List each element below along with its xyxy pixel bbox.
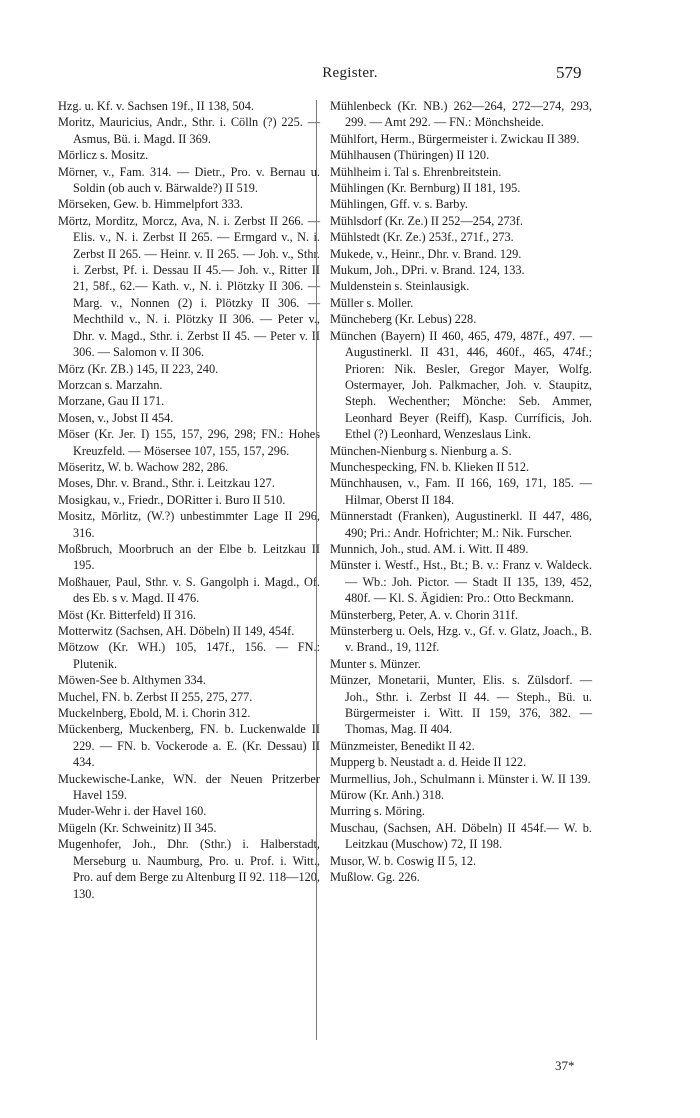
register-entry: Mukede, v., Heinr., Dhr. v. Brand. 129. [330, 246, 522, 261]
register-entry: Mörz (Kr. ZB.) 145, II 223, 240. [58, 361, 219, 376]
register-entry: Mositz, Mōrlitz, (W.?) unbestimmter Lage II 296, 316. [58, 509, 320, 540]
register-entry: Mörseken, Gew. b. Himmelpfort 333. [58, 197, 243, 212]
register-entry: Möst (Kr. Bitterfeld) II 316. [58, 607, 196, 622]
register-entry: Münsterberg u. Oels, Hzg. v., Gf. v. Glatz, Joach., B. v. Brand., 19, 112f. [330, 624, 592, 655]
register-left-column [58, 98, 320, 902]
register-entry: Mühlstedt (Kr. Ze.) 253f., 271f., 273. [330, 230, 514, 245]
register-entry: Moßbruch, Moorbruch an der Elbe b. Leitzkau II 195. [58, 541, 320, 573]
register-entry: Hzg. u. Kf. v. Sachsen 19f., II 138, 504. [58, 99, 254, 113]
register-entry: Möwen-See b. Althymen 334. [58, 673, 206, 688]
register-entry: Mosigkau, v., Friedr., DORitter i. Buro II 510. [58, 492, 286, 507]
register-entry: Mōrlicz s. Mositz. [58, 148, 149, 163]
register-entry: Muldenstein s. Steinlausigk. [330, 279, 470, 294]
register-entry: Münchhausen, v., Fam. II 166, 169, 171, 185. — Hilmar, Oberst II 184. [330, 476, 592, 507]
register-entry: Musor, W. b. Coswig II 5, 12. [330, 853, 477, 868]
register-entry: Mühlhausen (Thüringen) II 120. [330, 148, 490, 163]
register-entry: Münzer, Monetarii, Munter, Elis. s. Zülsdorf. — Joh., Sthr. i. Zerbst II 44. — Steph., Bü. u. Bürgermeister i. Witt. II 159, 376, 382. — Thomas, Mag. II 404. [330, 673, 592, 737]
register-entry: Münster i. Westf., Hst., Bt.; B. v.: Franz v. Waldeck. — Wb.: Joh. Pictor. — Stadt II 135, 139, 452, 480f. — Kl. S. Ägidien: Pro.: Otto Beckmann. [330, 558, 592, 606]
register-entry: Möser (Kr. Jer. I) 155, 157, 296, 298; FN.: Hohes Kreuzfeld. — Mösersee 107, 155, 157, 296. [58, 427, 320, 458]
register-entry: Muschau, (Sachsen, AH. Döbeln) II 454f.— W. b. Leitzkau (Muschow) 72, II 198. [330, 820, 592, 852]
register-entry: Moses, Dhr. v. Brand., Sthr. i. Leitzkau 127. [58, 476, 275, 491]
register-entry: Muckewische-Lanke, WN. der Neuen Pritzerber Havel 159. [58, 771, 320, 803]
register-entry: Mupperg b. Neustadt a. d. Heide II 122. [330, 755, 527, 770]
register-entry: Münsterberg, Peter, A. v. Chorin 311f. [330, 607, 518, 622]
register-entry: Morzcan s. Marzahn. [58, 377, 163, 392]
running-header: Register. [322, 65, 378, 81]
register-entry: Münnerstadt (Franken), Augustinerkl. II 447, 486, 490; Pri.: Andr. Hofrichter; M.: Nik. Furscher. [330, 509, 592, 540]
page-number: 579 [556, 63, 582, 82]
register-right-column [330, 98, 592, 886]
register-entry: Münzmeister, Benedikt II 42. [330, 738, 475, 753]
register-entry: Müller s. Moller. [330, 295, 414, 310]
register-entry: Mürow (Kr. Anh.) 318. [330, 788, 445, 803]
register-entry: Mühlingen, Gff. v. s. Barby. [330, 197, 468, 212]
register-entry: Moritz, Mauricius, Andr., Sthr. i. Cölln (?) 225. — Asmus, Bü. i. Magd. II 369. [58, 115, 320, 146]
register-entry: Mußlow. Gg. 226. [330, 870, 420, 885]
register-entry: Mötzow (Kr. WH.) 105, 147f., 156. — FN.: Plutenik. [58, 640, 320, 671]
register-entry: Munnich, Joh., stud. AM. i. Witt. II 489. [330, 541, 529, 556]
register-entry: Möseritz, W. b. Wachow 282, 286. [58, 459, 229, 474]
register-entry: Motterwitz (Sachsen, AH. Döbeln) II 149, 454f. [58, 624, 295, 638]
register-entry: Mugenhofer, Joh., Dhr. (Sthr.) i. Halberstadt, Merseburg u. Naumburg, Pro. u. Prof. i. Witt., Pro. auf dem Berge zu Altenburg II 92. 118—120, 130. [58, 837, 320, 901]
register-entry: Mühlenbeck (Kr. NB.) 262—264, 272—274, 293, 299. — Amt 292. — FN.: Mönchsheide. [330, 99, 592, 130]
register-entry: Murmellius, Joh., Schulmann i. Münster i. W. II 139. [330, 771, 591, 786]
register-entry: Muder-Wehr i. der Havel 160. [58, 804, 207, 819]
register-entry: Mörtz, Morditz, Morcz, Ava, N. i. Zerbst II 266. — Elis. v., N. i. Zerbst II 265. — Ermgard v., N. i. Zerbst II 265. — Heinr. v. II 265. — Joh. v., Sthr. i. Zerbst, Pf. i. Dessau II 45.— Joh. v., Ritter II 21, 58f., 62.— Kath. v., N. i. Plötzky II 306. — Marg. v., Nonnen (2) i. Plötzky II 306. — Mechthild v., N. i. Plötzky II 306. — Peter v., Dhr. v. Magd., Sthr. i. Zerbst II 45. — Peter v. II 306. — Salomon v. II 306. [58, 213, 320, 360]
register-entry: Muckelnberg, Ebold, M. i. Chorin 312. [58, 706, 251, 721]
register-entry: Mörner, v., Fam. 314. — Dietr., Pro. v. Bernau u. Soldin (ob auch v. Bärwalde?) II 519. [58, 164, 320, 196]
register-entry: Moßhauer, Paul, Sthr. v. S. Gangolph i. Magd., Of. des Eb. s v. Magd. II 476. [58, 574, 320, 606]
register-entry: Muchel, FN. b. Zerbst II 255, 275, 277. [58, 689, 253, 704]
register-entry: München (Bayern) II 460, 465, 479, 487f., 497. — Augustinerkl. II 431, 446, 460f., 465, 474f.; Prioren: Nik. Besler, Gregor Mayer, Wolfg. Ostermayer, Joh. Palkmacher, Joh. v. Staupitz, Steph. Wechenther; Mönche: Seb. Ammer, Leonhard Beyer (Reiff), Kasp. Curríficis, Joh. Ethel (?) Leonhard, Wenzeslaus Link. [330, 328, 592, 442]
register-entry: Mosen, v., Jobst II 454. [58, 410, 174, 425]
register-entry: Mühlfort, Herm., Bürgermeister i. Zwickau II 389. [330, 131, 580, 146]
register-entry: Mühlsdorf (Kr. Ze.) II 252—254, 273f. [330, 213, 523, 228]
register-entry: Mukum, Joh., DPri. v. Brand. 124, 133. [330, 263, 525, 278]
column-divider [316, 100, 317, 1040]
register-entry: Müncheberg (Kr. Lebus) 228. [330, 312, 477, 327]
register-entry: Murring s. Möring. [330, 804, 425, 819]
register-entry: Mühlheim i. Tal s. Ehrenbreitstein. [330, 164, 502, 179]
register-entry: Munter s. Münzer. [330, 656, 421, 671]
register-entry: München-Nienburg s. Nienburg a. S. [330, 443, 512, 458]
register-entry: Mügeln (Kr. Schweinitz) II 345. [58, 820, 217, 835]
register-entry: Mühlingen (Kr. Bernburg) II 181, 195. [330, 181, 521, 196]
register-entry: Morzane, Gau II 171. [58, 394, 165, 409]
sheet-signature: 37* [555, 1058, 575, 1073]
register-entry: Mückenberg, Muckenberg, FN. b. Luckenwalde II 229. — FN. b. Vockerode a. E. (Kr. Dessau) II 434. [58, 722, 320, 770]
register-entry: Munchespecking, FN. b. Klieken II 512. [330, 459, 530, 474]
